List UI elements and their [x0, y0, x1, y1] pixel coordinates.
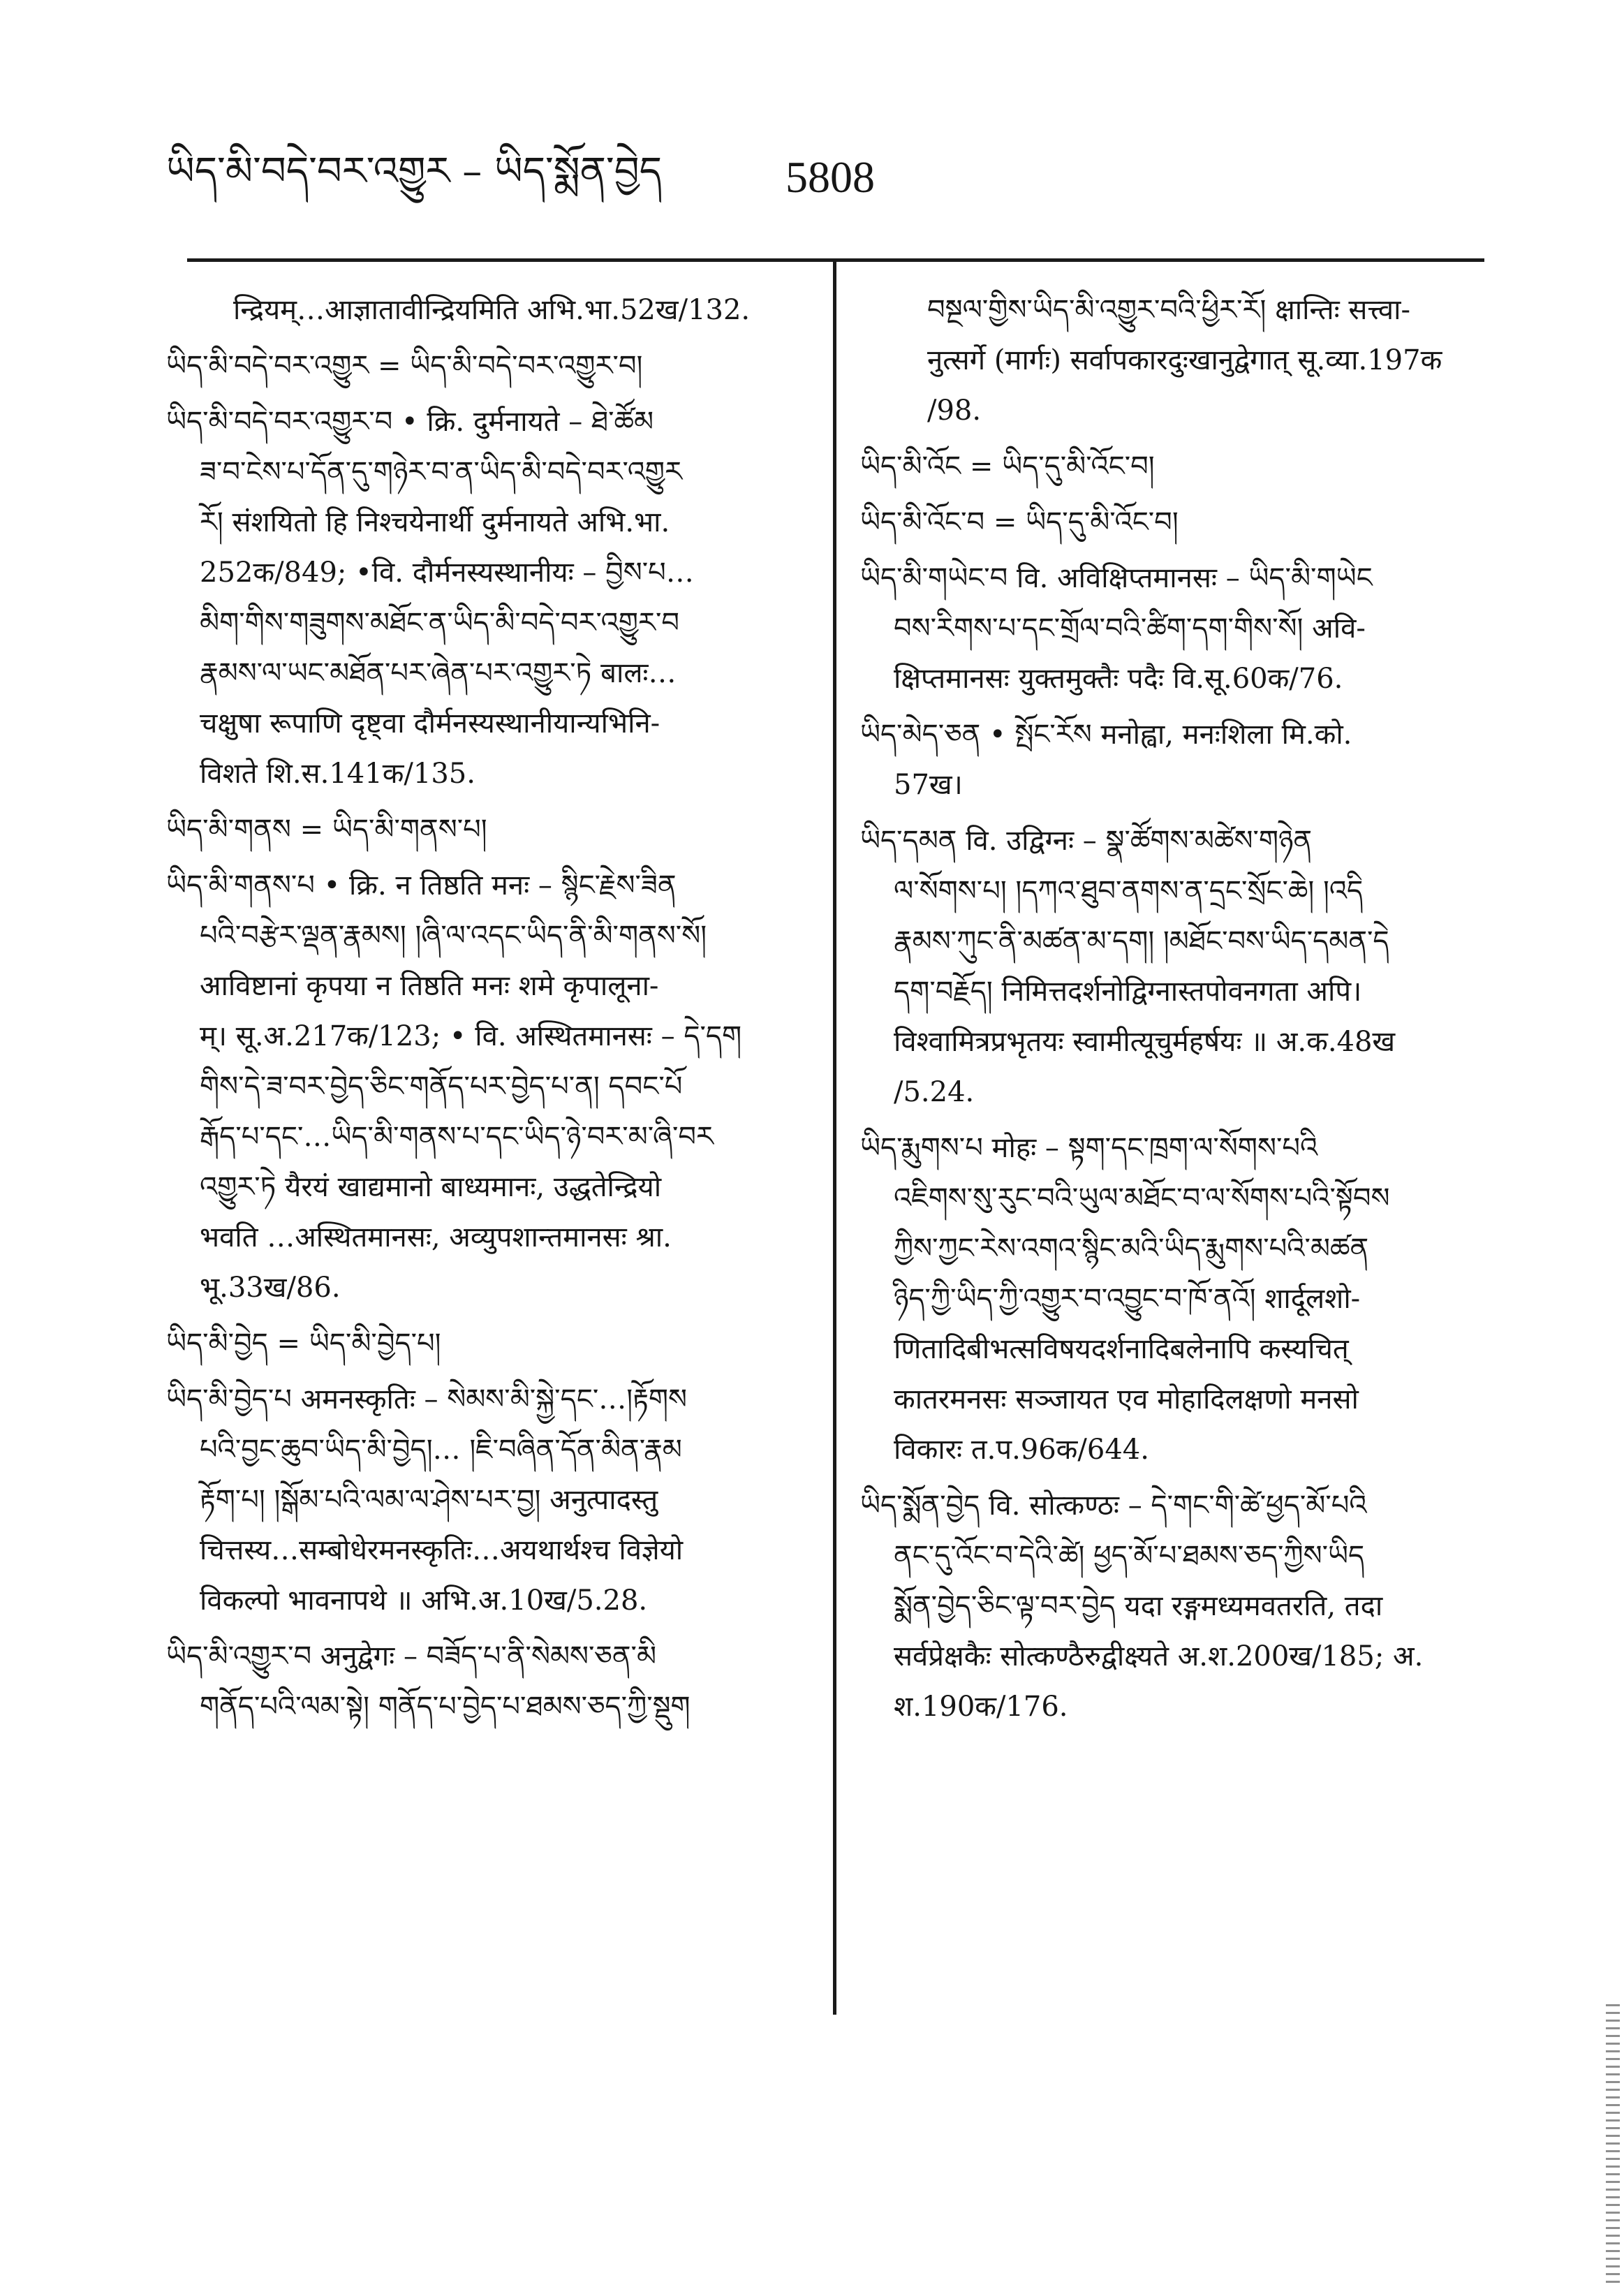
entry-line: སྨོན་བྱེད་ཅིང་ལྟ་བར་བྱེད यदा रङ्गमध्यमवतरति, तदा — [894, 1590, 1383, 1622]
dictionary-entry — [860, 816, 1485, 1117]
entry-line: གནོད་པའི་ལམ་སྟེ། གནོད་པ་བྱེད་པ་ཐམས་ཅད་ཀྱི་སྡུག — [200, 1691, 691, 1723]
entry-line: ཉིད་ཀྱི་ཡིད་ཀྱི་འགྱུར་བ་འབྱུང་བ་ཁོ་ནའོ། शार्दूलशो- — [894, 1283, 1361, 1315]
entry-line: चक्षुषा रूपाणि दृष्ट्वा दौर्मनस्यस्थानीयान्यभिनि- — [200, 707, 660, 740]
entry-line: 252क/849; •वि. दौर्मनस्यस्थानीयः – བྱིས་པ… — [200, 557, 694, 589]
entry-line: ཀྱིས་ཀྱང་རེས་འགའ་སྙིང་མའི་ཡིད་རྨུགས་པའི་མཚན — [894, 1233, 1369, 1265]
page-number: 5808 — [785, 152, 875, 202]
dictionary-entry — [166, 397, 798, 799]
entry-line: ལ་སོགས་པ། །དཀའ་ཐུབ་ནགས་ན་དྲང་སྲོང་ཆེ། །འདི — [894, 875, 1364, 907]
dictionary-entry — [860, 1123, 1485, 1475]
entry-line: न्द्रियम्…आज्ञातावीन्द्रियमिति अभि.भा.52ख/132. — [233, 294, 751, 326]
entry-line: རོ། संशयितो हि निश्चयेनार्थी दुर्मनायते अभि.भा. — [200, 506, 670, 538]
entry-line: རྒོད་པ་དང་…ཡིད་མི་གནས་པ་དང་ཡིད་ཉེ་བར་མ་ཞི་བར — [200, 1121, 714, 1153]
entry-line: विकल्पो भावनापथे ॥ अभि.अ.10ख/5.28. — [200, 1585, 648, 1617]
right-column — [860, 285, 1485, 1737]
entry-line: རྟོག་པ། །སྒོམ་པའི་ལམ་ལ་ཤེས་པར་བྱ། अनुत्पादस्तु — [200, 1484, 658, 1516]
dictionary-entry — [860, 709, 1485, 810]
entry-line: विशते शि.स.141क/135. — [200, 758, 475, 790]
dictionary-entry — [860, 1480, 1485, 1732]
guide-words: ཡིད་མི་བདེ་བར་འགྱུར – ཡིད་སྨོན་བྱེད — [166, 149, 663, 194]
entry-line: རྣམས་ལ་ཡང་མཐོན་པར་ཞེན་པར་འགྱུར་ཏེ बालः… — [200, 657, 677, 689]
column-divider — [833, 262, 836, 2015]
entry-line: བས་རིགས་པ་དང་གྲོལ་བའི་ཚིག་དག་གིས་སོ། अवि- — [894, 612, 1366, 645]
entry-line: ཡིད་མི་བྱེད = ཡིད་མི་བྱེད་པ། — [166, 1328, 441, 1360]
dictionary-entry — [860, 553, 1485, 704]
entry-line: ཡིད་མེད་ཅན • སྤོང་རོས मनोह्वा, मनःशिला मि.को. — [860, 719, 1352, 751]
dictionary-entry — [166, 1374, 798, 1626]
entry-line: /5.24. — [894, 1076, 975, 1108]
entry-line: དག་བརྗོད། निमित्तदर्शनोद्विग्नास्तपोवनगता अपि। — [894, 976, 1362, 1008]
entry-line: འགྱུར་ཏེ यैरयं खाद्यमानो बाध्यमानः, उद्धतेन्द्रियो — [200, 1171, 662, 1203]
entry-line: भवति …अस्थितमानसः, अव्युपशान्तमानसः श्रा. — [200, 1221, 672, 1253]
entry-line: विकारः त.प.96क/644. — [894, 1434, 1149, 1466]
entry-line: क्षिप्तमानसः युक्तमुक्तैः पदैः वि.सू.60क/76. — [894, 663, 1343, 695]
entry-line: འཇིགས་སུ་རུང་བའི་ཡུལ་མཐོང་བ་ལ་སོགས་པའི་སྟོབས — [894, 1182, 1390, 1214]
entry-line: णितादिबीभत्सविषयदर्शनादिबलेनापि कस्यचित् — [894, 1333, 1349, 1365]
entry-line: ཡིད་སྨོན་བྱེད वि. सोत्कण्ठः – དེ་གང་གི་ཚེ་ཕྱད་མོ་པའི — [860, 1490, 1367, 1522]
entry-line: ཡིད་དམན वि. उद्विग्नः – སྣ་ཚོགས་མཚེས་གཉེན — [860, 825, 1313, 857]
scan-edge-noise — [1606, 2004, 1620, 2284]
dictionary-entry — [860, 497, 1485, 547]
page-header — [0, 0, 1624, 265]
entry-line: ཡིད་མི་བདེ་བར་འགྱུར = ཡིད་མི་བདེ་བར་འགྱུར་བ། — [166, 350, 643, 382]
dictionary-entry — [860, 441, 1485, 492]
dictionary-entry — [166, 860, 798, 1313]
entry-line: ཡིད་མི་བདེ་བར་འགྱུར་བ • क्रि. दुर्मनायते – ཐེ་ཚོམ — [166, 406, 654, 438]
entry-line: ཡིད་མི་གཡེང་བ वि. अविक्षिप्तमानसः – ཡིད་མི་གཡེང — [860, 562, 1373, 594]
entry-line: ཟ་བ་ངེས་པ་དོན་དུ་གཉེར་བ་ན་ཡིད་མི་བདེ་བར་འགྱུར — [200, 456, 682, 488]
entry-line: नुत्सर्गे (मार्गः) सर्वापकारदुःखानुद्वेगात् सू.व्या.197क — [927, 344, 1442, 376]
entry-line: श.190क/176. — [894, 1691, 1068, 1723]
dictionary-entry — [860, 285, 1485, 436]
entry-line: ཡིད་མི་འོང = ཡིད་དུ་མི་འོང་བ། — [860, 450, 1155, 483]
entry-line: པའི་བརྩེར་ལྡན་རྣམས། །ཞི་ལ་འདང་ཡིད་ནི་མི་གནས་སོ། — [200, 920, 707, 952]
dictionary-entry — [166, 341, 798, 391]
entry-line: आविष्टानां कृपया न तिष्ठति मनः शमे कृपालूना- — [200, 970, 659, 1002]
entry-line: ཡིད་མི་འགྱུར་བ अनुद्वेगः – བཟོད་པ་ནི་སེམས་ཅན་མི — [166, 1640, 657, 1672]
entry-line: ཡིད་མི་བྱེད་པ अमनस्कृतिः – སེམས་མི་སྐྱེ་དང་…།རྟོགས — [166, 1383, 687, 1416]
entry-line: /98. — [927, 395, 982, 427]
entry-line: 57ख। — [894, 769, 963, 801]
entry-line: सर्वप्रेक्षकैः सोत्कण्ठैरुद्वीक्ष्यते अ.श.200ख/185; अ. — [894, 1640, 1424, 1672]
entry-line: ཡིད་མི་གནས་པ • क्रि. न तिष्ठति मनः – སྙིང་རྗེས་ཟིན — [166, 869, 677, 902]
entry-line: भू.33ख/86. — [200, 1272, 341, 1304]
entry-line: कातरमनसः सञ्जायत एव मोहादिलक्षणो मनसो — [894, 1383, 1359, 1416]
entry-line: ཡིད་མི་འོང་བ = ཡིད་དུ་མི་འོང་བ། — [860, 506, 1179, 538]
entry-line: ཡིད་མི་གནས = ཡིད་མི་གནས་པ། — [166, 814, 487, 846]
entry-line: ནང་དུ་འོང་བ་དེའི་ཚེ། ཕྱད་མོ་པ་ཐམས་ཅད་ཀྱིས་ཡིད — [894, 1540, 1365, 1572]
dictionary-entry — [166, 804, 798, 855]
entry-line: གིས་དེ་ཟ་བར་བྱེད་ཅིང་གནོད་པར་བྱེད་པ་ན། དབང་པོ — [200, 1071, 683, 1103]
entry-line: चित्तस्य…सम्बोधेरमनस्कृतिः…अयथार्थश्च विज्ञेयो — [200, 1534, 684, 1566]
entry-line: བསྔལ་གྱིས་ཡིད་མི་འགྱུར་བའི་ཕྱིར་རོ། क्षान्तिः सत्त्वा- — [927, 294, 1410, 326]
left-column — [166, 285, 798, 1737]
entry-line: विश्वामित्रप्रभृतयः स्वामीत्यूचुर्महर्षयः ॥ अ.क.48ख — [894, 1026, 1396, 1058]
dictionary-entry — [166, 285, 798, 335]
dictionary-entry — [166, 1631, 798, 1732]
entry-line: ཡིད་རྨུགས་པ मोहः – སྟག་དང་ཁྲག་ལ་སོགས་པའི — [860, 1132, 1318, 1164]
entry-line: པའི་བྱང་ཆུབ་ཡིད་མི་བྱེད།… །ཇི་བཞིན་དོན་མིན་རྣམ — [200, 1434, 682, 1466]
entry-line: म्। सू.अ.217क/123; • वि. अस्थितमानसः – དེ་དག — [200, 1020, 742, 1052]
entry-line: མིག་གིས་གཟུགས་མཐོང་ན་ཡིད་མི་བདེ་བར་འགྱུར་བ — [200, 607, 679, 639]
entry-line: རྣམས་ཀུང་ནི་མཚན་མ་དག། །མཐོང་བས་ཡིད་དམན་དེ — [894, 925, 1389, 957]
dictionary-entry — [166, 1318, 798, 1369]
